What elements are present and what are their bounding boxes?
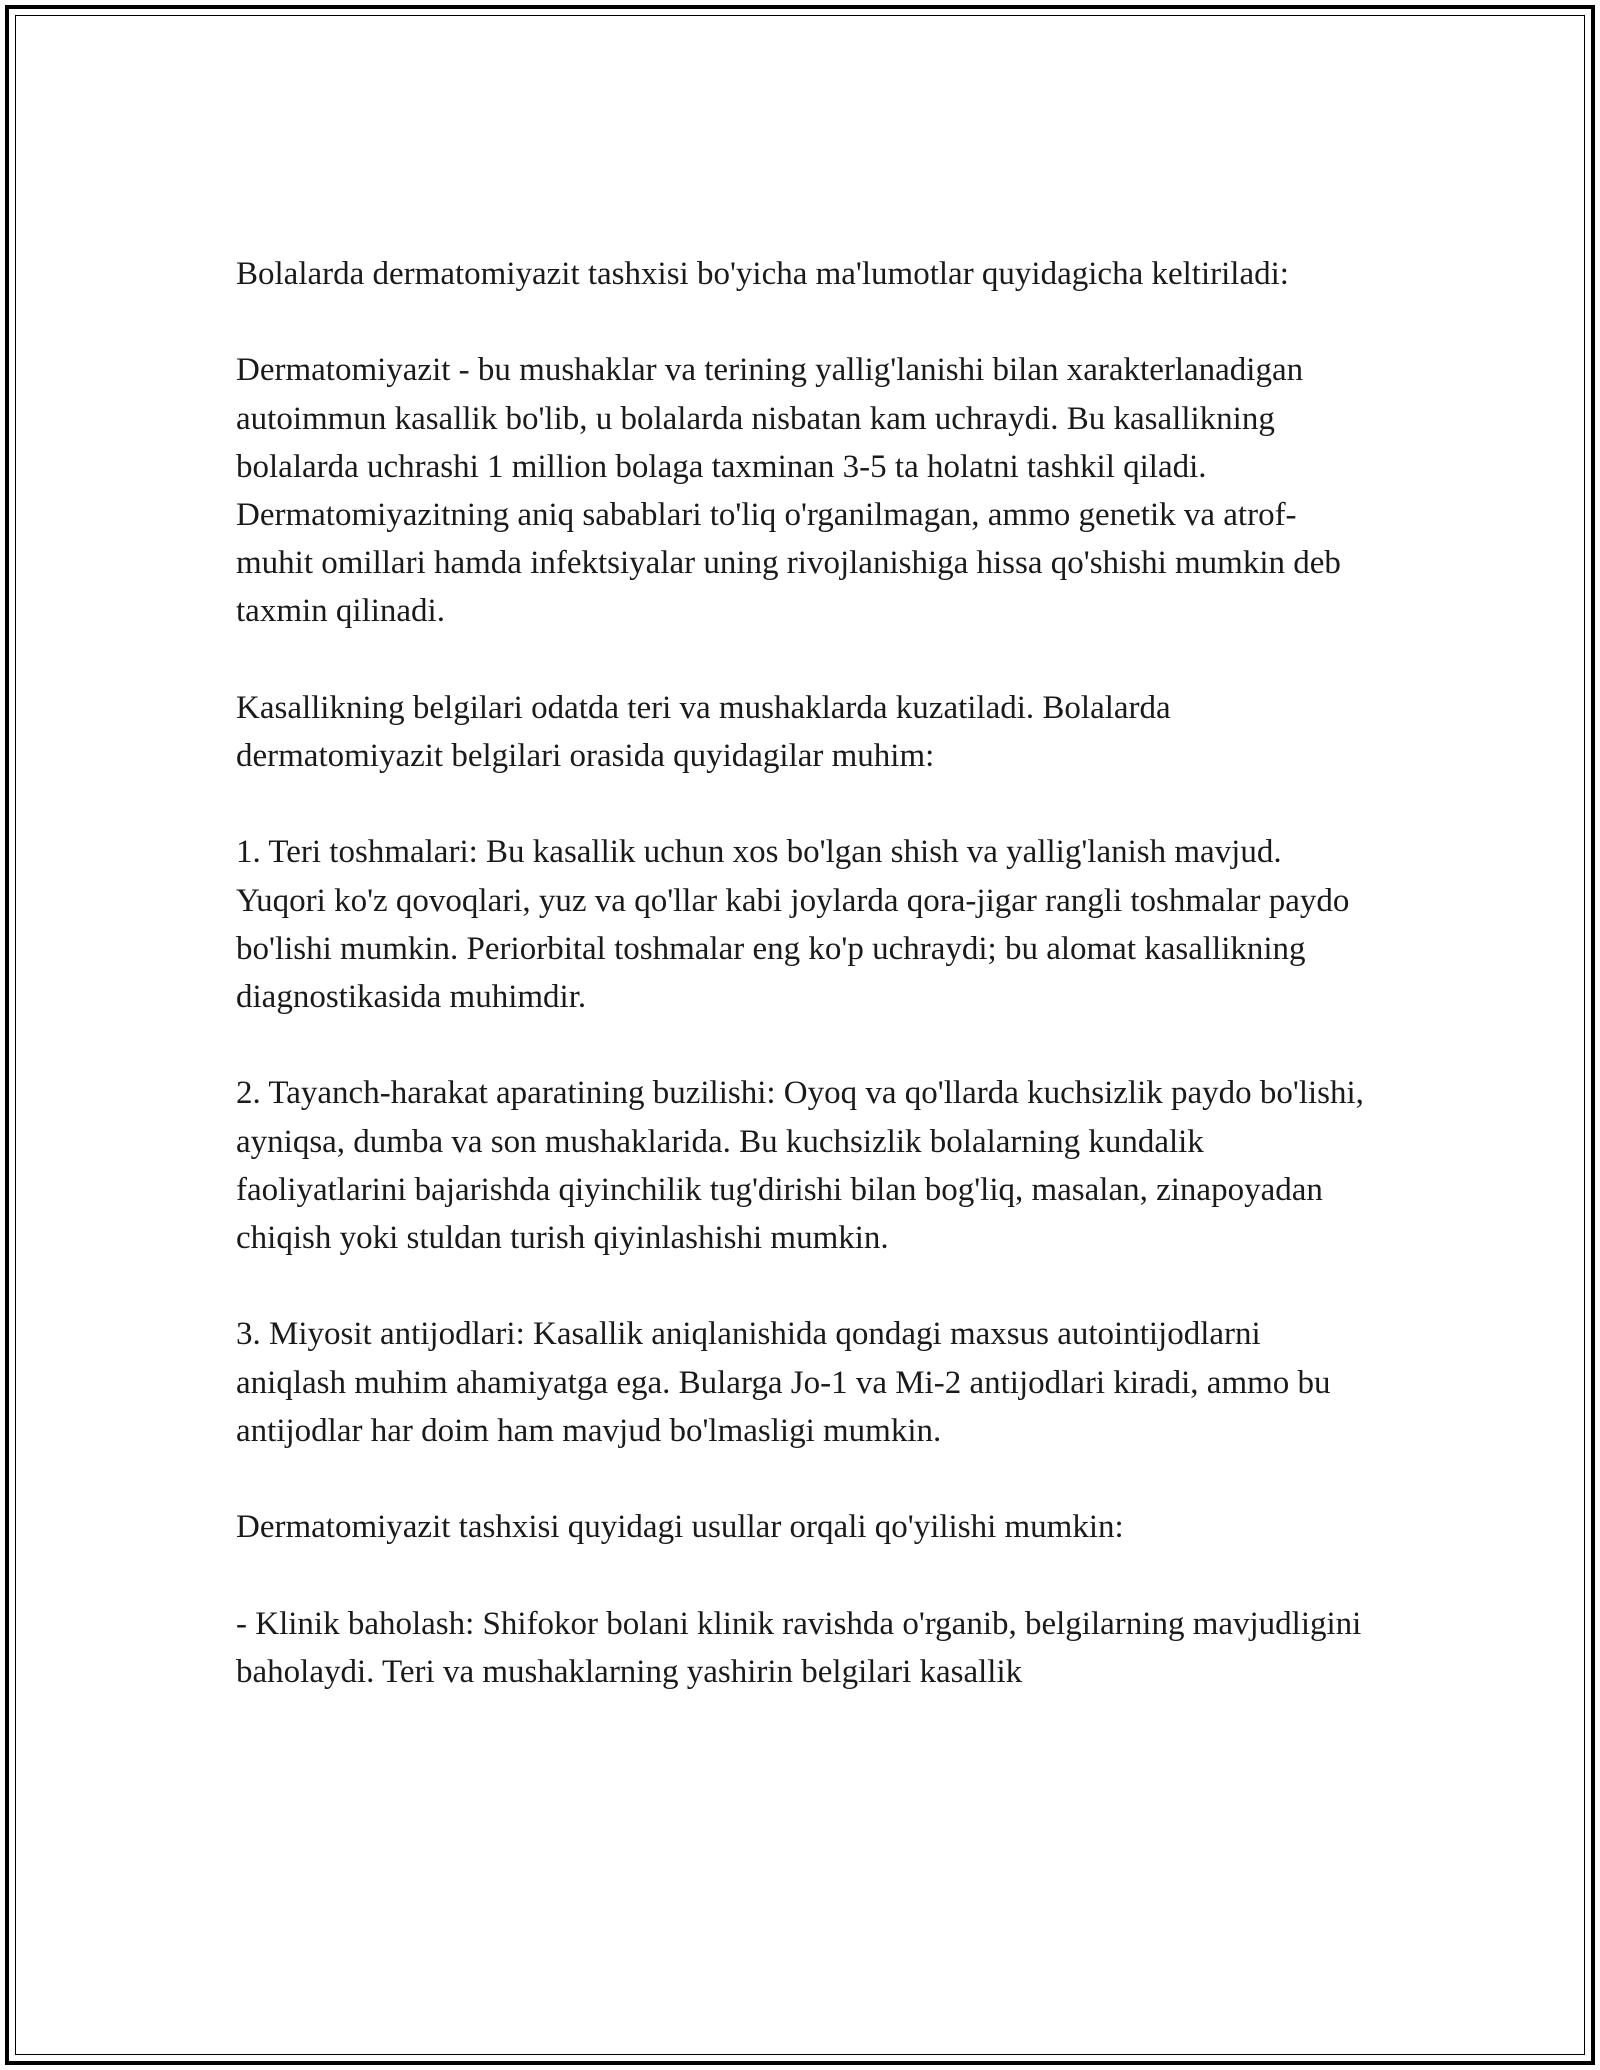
- document-body: [236, 250, 1366, 1696]
- diagnosis-intro-paragraph: Dermatomiyazit tashxisi quyidagi usullar orqali qo'yilishi mumkin:: [236, 1509, 1124, 1546]
- symptoms-intro-paragraph: Kasallikning belgilari odatda teri va mushaklarda kuzatiladi. Bolalarda dermatomiyazit belgilari orasida quyidagilar muhim:: [236, 689, 1171, 774]
- intro-paragraph: Bolalarda dermatomiyazit tashxisi bo'yicha ma'lumotlar quyidagicha keltiriladi:: [236, 256, 1289, 292]
- symptom-item-3: 3. Miyosit antijodlari: Kasallik aniqlanishida qondagi maxsus autointijodlarni aniqlash muhim ahamiyatga ega. Bularga Jo-1 va Mi-2 antijodlari kiradi, ammo bu antijodlar har doim ham mavjud bo'lmasligi mumkin.: [236, 1316, 1331, 1449]
- symptom-item-1: 1. Teri toshmalari: Bu kasallik uchun xos bo'lgan shish va yallig'lanish mavjud. Yuqori ko'z qovoqlari, yuz va qo'llar kabi joylarda qora-jigar rangli toshmalar paydo bo'lishi mumkin. Periorbital toshmalar eng ko'p uchraydi; bu alomat kasallikning diagnostikasida muhimdir.: [236, 834, 1350, 1015]
- definition-paragraph: Dermatomiyazit - bu mushaklar va terining yallig'lanishi bilan xarakterlanadigan autoimmun kasallik bo'lib, u bolalarda nisbatan kam uchraydi. Bu kasallikning bolalarda uchrashi 1 million bolaga taxminan 3-5 ta holatni tashkil qiladi. Dermatomiyazitning aniq sabablari to'liq o'rganilmagan, ammo genetik va atrof-muhit omillari hamda infektsiyalar uning rivojlanishiga hissa qo'shishi mumkin deb taxmin qilinadi.: [236, 352, 1341, 630]
- symptom-item-2: 2. Tayanch-harakat aparatining buzilishi: Oyoq va qo'llarda kuchsizlik paydo bo'lishi, ayniqsa, dumba va son mushaklarida. Bu kuchsizlik bolalarning kundalik faoliyatlarini bajarishda qiyinchilik tug'dirishi bilan bog'liq, masalan, zinapoyadan chiqish yoki stuldan turish qiyinlashishi mumkin.: [236, 1075, 1364, 1256]
- diagnosis-method-1: - Klinik baholash: Shifokor bolani klinik ravishda o'rganib, belgilarning mavjudligini baholaydi. Teri va mushaklarning yashirin belgilari kasallik: [236, 1605, 1362, 1690]
